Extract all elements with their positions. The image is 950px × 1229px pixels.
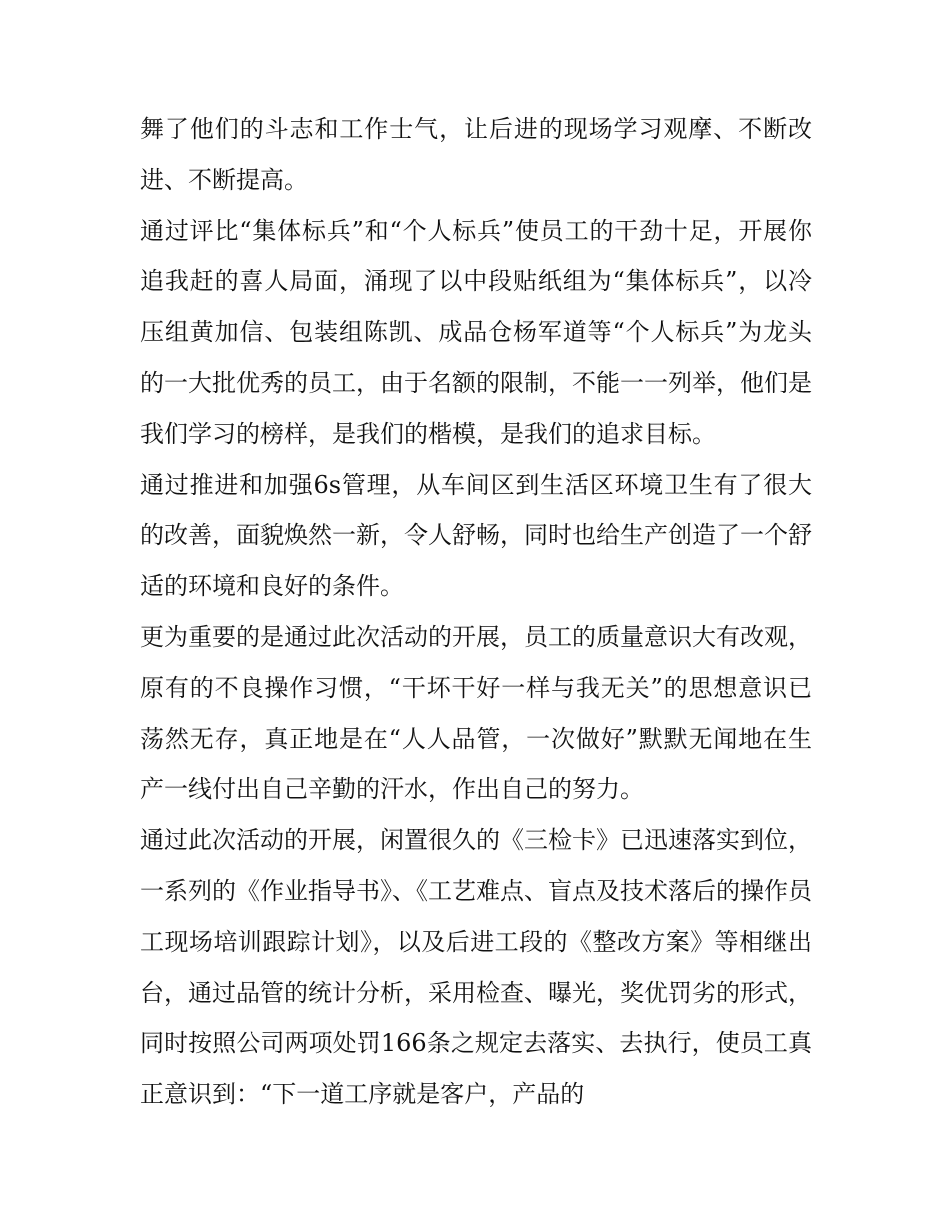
paragraph-6s-management: 通过推进和加强6s管理，从车间区到生活区环境卫生有了很大的改善，面貌焕然一新，令人舒畅，同时也给生产创造了一个舒适的环境和良好的条件。 xyxy=(140,470,812,601)
document-body xyxy=(140,104,812,1120)
paragraph-inspection-cards: 通过此次活动的开展，闲置很久的《三检卡》已迅速落实到位，一系列的《作业指导书》、《工艺难点、盲点及技术落后的操作员工现场培训跟踪计划》，以及后进工段的《整改方案》等相继出台，通过品管的统计分析，采用检查、曝光，奖优罚劣的形式，同时按照公司两项处罚166条之规定去落实、去执行，使员工真正意识到：“下一道工序就是客户，产品的 xyxy=(140,826,812,1109)
paragraph-continuation: 舞了他们的斗志和工作士气，让后进的现场学习观摩、不断改进、不断提高。 xyxy=(140,115,812,194)
paragraph-quality-awareness: 更为重要的是通过此次活动的开展，员工的质量意识大有改观，原有的不良操作习惯，“干坏干好一样与我无关”的思想意识已荡然无存，真正地是在“人人品管，一次做好”默默无闻地在生产一线付出自己辛勤的汗水，作出自己的努力。 xyxy=(140,622,812,804)
paragraph-model-workers: 通过评比“集体标兵”和“个人标兵”使员工的干劲十足，开展你追我赶的喜人局面，涌现了以中段贴纸组为“集体标兵”，以冷压组黄加信、包装组陈凯、成品仓杨军道等“个人标兵”为龙头的一大批优秀的员工，由于名额的限制，不能一一列举，他们是我们学习的榜样，是我们的楷模，是我们的追求目标。 xyxy=(140,216,812,448)
